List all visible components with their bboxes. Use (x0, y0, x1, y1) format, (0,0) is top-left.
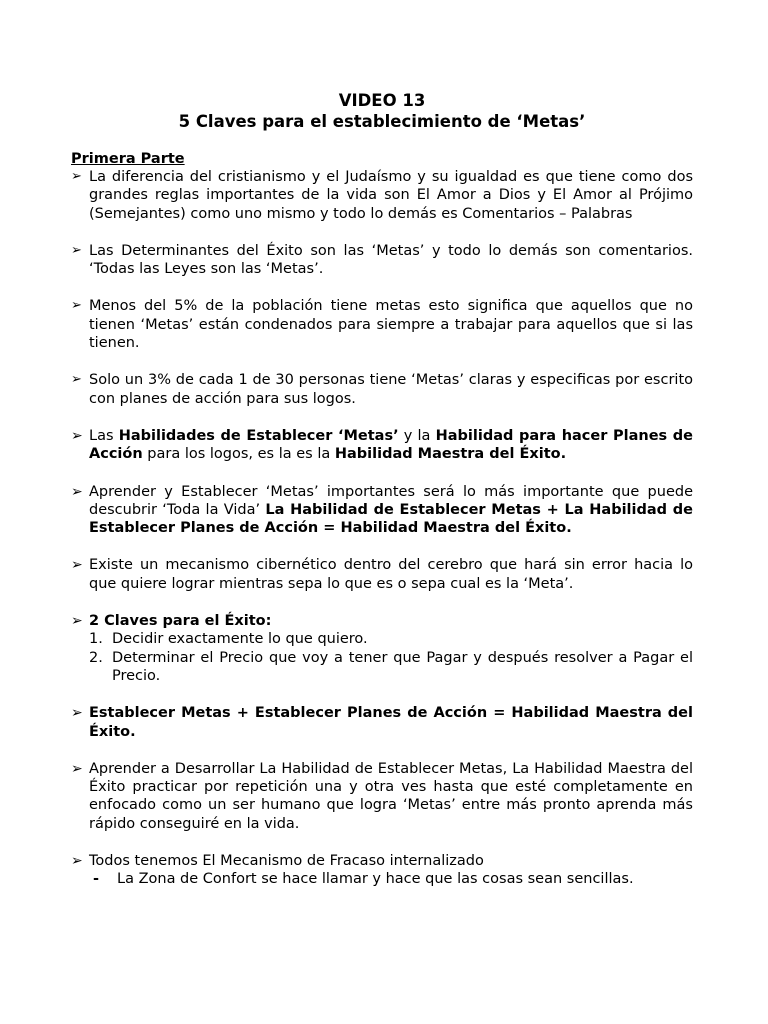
arrow-bullet-icon: ➢ (71, 427, 83, 444)
list-item-bold-text: Establecer Metas + Establecer Planes de Acción = Habilidad Maestra del Éxito. (89, 705, 693, 740)
arrow-bullet-icon: ➢ (71, 557, 83, 574)
arrow-bullet-icon: ➢ (71, 242, 82, 258)
arrow-bullet-icon: ➢ (71, 372, 82, 388)
list-item-text: La diferencia del cristianismo y el Judaísmo y su igualdad es que tiene como dos grandes reglas importantes de la vida son El Amor a Dios y El Amor al Prójimo (Semejantes) como uno mismo y todo lo demás es Comentarios – Palabras (89, 169, 693, 222)
list-item (71, 704, 693, 741)
list-item-text-part: Aprender y Establecer ‘Metas’ importantes será lo más importante que puede descubrir ‘Toda la Vida’ (89, 483, 693, 518)
dash-bullet-icon: - (93, 871, 100, 888)
list-item (71, 556, 693, 593)
arrow-bullet-icon: ➢ (71, 853, 83, 870)
numbered-subitem (89, 630, 693, 648)
arrow-bullet-icon: ➢ (71, 483, 83, 500)
list-item-bold-text: La Habilidad de Establecer Metas + La Habilidad de Establecer Planes de Acción = Habilidad Maestra del Éxito. (89, 501, 693, 537)
document-page (71, 90, 693, 908)
arrow-bullet-icon: ➢ (71, 705, 83, 722)
title-line-1: VIDEO 13 (338, 91, 426, 110)
list-item-text: Las Determinantes del Éxito son las ‘Metas’ y todo lo demás son comentarios. ‘Todas las Leyes son las ‘Metas’. (89, 242, 693, 278)
dash-subitem (89, 870, 693, 888)
list-item-bold-text: Habilidades de Establecer ‘Metas’ (118, 427, 399, 444)
numbered-subitem (89, 649, 693, 686)
list-item (71, 168, 693, 223)
list-item (71, 427, 693, 464)
subitem-number: 1. (89, 631, 103, 648)
arrow-bullet-icon: ➢ (71, 169, 82, 184)
arrow-bullet-icon: ➢ (71, 760, 83, 777)
list-item (71, 852, 693, 889)
list-item-heading: 2 Claves para el Éxito: (89, 613, 272, 630)
list-item (71, 297, 693, 352)
list-item (71, 760, 693, 833)
arrow-bullet-icon: ➢ (71, 298, 82, 314)
numbered-sublist (89, 630, 693, 685)
subitem-text: La Zona de Confort se hace llamar y hace que las cosas sean sencillas. (117, 871, 634, 888)
list-item-text-part: para los logos, es la es la (142, 446, 335, 463)
subitem-text: Determinar el Precio que voy a tener que Pagar y después resolver a Pagar el Precio. (112, 649, 693, 684)
list-item (71, 371, 693, 408)
section-heading: Primera Parte (71, 151, 185, 167)
list-item-bold-text: Habilidad para hacer Planes de Acción (89, 427, 693, 463)
bullet-list (71, 168, 693, 889)
dash-sublist (89, 870, 693, 888)
list-item-text: Existe un mecanismo cibernético dentro del cerebro que hará sin error hacia lo que quiere lograr mientras sepa lo que es o sepa cual es la ‘Meta’. (89, 557, 693, 592)
title-line-2: 5 Claves para el establecimiento de ‘Metas’ (178, 112, 586, 131)
subitem-text: Decidir exactamente lo que quiero. (112, 631, 368, 648)
list-item-text: Aprender a Desarrollar La Habilidad de Establecer Metas, La Habilidad Maestra del Éxito practicar por repetición una y otra ves hasta que esté completamente en enfocado como un ser humano que logra ‘Metas’ entre más pronto aprenda más rápido conseguiré en la vida. (89, 760, 693, 832)
subitem-number: 2. (89, 649, 103, 666)
list-item-text-part: y la (398, 427, 436, 444)
list-item-text: Solo un 3% de cada 1 de 30 personas tiene ‘Metas’ claras y especificas por escrito con planes de acción para sus logos. (89, 372, 693, 407)
list-item (71, 612, 693, 685)
arrow-bullet-icon: ➢ (71, 613, 83, 630)
document-title (71, 90, 693, 132)
list-item-text-part: Las (89, 427, 119, 444)
list-item (71, 483, 693, 538)
list-item (71, 242, 693, 279)
list-item-bold-text: Habilidad Maestra del Éxito. (334, 446, 567, 463)
list-item-text: Menos del 5% de la población tiene metas esto significa que aquellos que no tienen ‘Metas’ están condenados para siempre a trabajar para aquellos que si las tienen. (89, 298, 693, 352)
list-item-text: Todos tenemos El Mecanismo de Fracaso internalizado (89, 853, 484, 870)
